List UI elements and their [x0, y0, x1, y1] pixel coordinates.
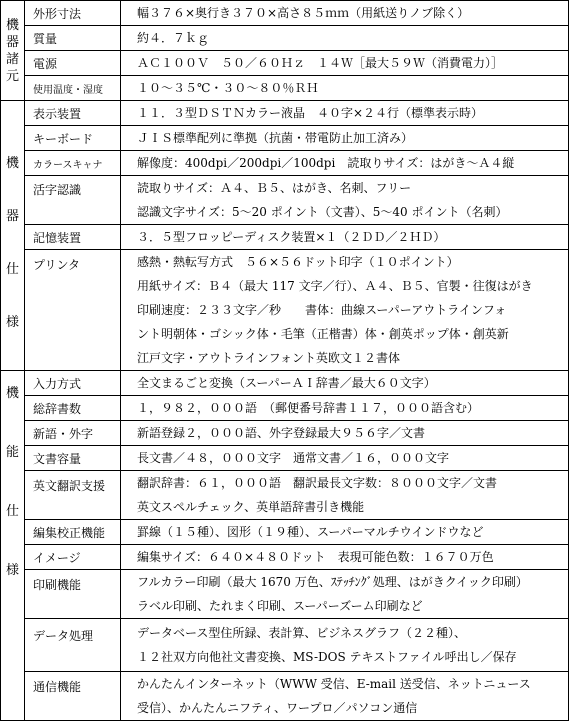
row-value: ３．５型フロッピーディスク装置×１（２ＤＤ／２ＨＤ）	[121, 225, 569, 250]
row-label: 表示装置	[25, 101, 121, 126]
row-label: 編集校正機能	[25, 520, 121, 545]
row-value: 長文書／４８，０００文字 通常文書／１６，０００文字	[121, 446, 569, 471]
row-label: 印刷機能	[25, 570, 121, 619]
group-char: 仕	[5, 261, 19, 277]
group-char: 機	[5, 155, 19, 171]
row-label: 入力方式	[25, 371, 121, 396]
group-char: 機	[5, 385, 19, 401]
row-value: データベース型住所録、表計算、ビジネスグラフ（２２種）、 １２社双方向他社文書変換、MS-DOS テキストファイル呼出し／保存	[121, 619, 569, 672]
group-header-hardware-specs	[1, 101, 25, 371]
row-label: 使用温度・湿度	[25, 76, 121, 101]
row-label: 活字認識	[25, 176, 121, 225]
row-value: 罫線（１５種）、図形（１９種）、スーパーマルチウインドウなど	[121, 520, 569, 545]
row-value: 翻訳辞書：６１，０００語 翻訳最長文字数：８０００文字／文書 英文スペルチェック、英単語辞書引き機能	[121, 471, 569, 520]
row-value: フルカラー印刷（最大 1670 万色、ｽﾃｯﾁﾝｸﾞ処理、はがきクイック印刷） ラベル印刷、たれまく印刷、スーパーズーム印刷など	[121, 570, 569, 619]
group-char: 諸	[5, 51, 19, 67]
row-value: １，９８２，０００語 （郵便番号辞書１１７，０００語含む）	[121, 396, 569, 421]
group-char: 仕	[5, 503, 19, 519]
row-label: 新語・外字	[25, 421, 121, 446]
group-char: 様	[5, 314, 19, 330]
row-label: プリンタ	[25, 250, 121, 371]
row-value: 読取りサイズ：Ａ４、Ｂ５、はがき、名刺、フリー 認識文字サイズ：5～20 ポイント（文書）、5～40 ポイント（名刺）	[121, 176, 569, 225]
row-label: 記憶装置	[25, 225, 121, 250]
group-char: 様	[5, 562, 19, 578]
row-label: 文書容量	[25, 446, 121, 471]
row-value: かんたんインターネット（WWW 受信、E-mail 送受信、ネットニュース 受信）、かんたんニフティ、ワープロ／パソコン通信	[121, 672, 569, 721]
group-header-equipment-specs	[1, 1, 25, 101]
group-char: 器	[5, 34, 19, 50]
row-label: データ処理	[25, 619, 121, 672]
group-char: 機	[5, 17, 19, 33]
row-value: １０～３５℃・３０～８０％ＲＨ	[121, 76, 569, 101]
row-label: イメージ	[25, 545, 121, 570]
row-value: 感熱・熱転写方式 ５６×５６ドット印字（１０ポイント） 用紙サイズ：Ｂ４（最大 117 文字／行）、Ａ４、Ｂ５、官製・往復はがき 印刷速度：２３３文字／秒 書体：曲線スーパーアウトラインフォ ント明朝体・ゴシック体・毛筆（正楷書）体・創英ポップ体・創英新 江戸文字・アウトラインフォント英欧文１２書体	[121, 250, 569, 371]
row-label: 電源	[25, 51, 121, 76]
row-label: キーボード	[25, 126, 121, 151]
group-char: 器	[5, 208, 19, 224]
row-label: 質量	[25, 26, 121, 51]
row-value: 解像度：400dpi／200dpi／100dpi 読取りサイズ：はがき～Ａ４縦	[121, 151, 569, 176]
row-value: 新語登録２，０００語、外字登録最大９５６字／文書	[121, 421, 569, 446]
row-value: 約４．７ｋｇ	[121, 26, 569, 51]
row-label: 外形寸法	[25, 1, 121, 26]
row-value: 編集サイズ：６４０×４８０ドット 表現可能色数：１６７０万色	[121, 545, 569, 570]
row-value: 全文まるごと変換（スーパーＡＩ辞書／最大６０文字）	[121, 371, 569, 396]
row-label: 通信機能	[25, 672, 121, 721]
group-header-function-specs	[1, 371, 25, 721]
row-label: カラースキャナ	[25, 151, 121, 176]
group-char: 能	[5, 444, 19, 460]
row-value: ＡＣ１００Ｖ ５０／６０Ｈｚ １４Ｗ［最大５９Ｗ（消費電力）］	[121, 51, 569, 76]
row-value: ＪＩＳ標準配列に準拠（抗菌・帯電防止加工済み）	[121, 126, 569, 151]
row-label: 英文翻訳支援	[25, 471, 121, 520]
row-value: 幅３７６×奥行き３７０×高さ８５ｍｍ（用紙送りノブ除く）	[121, 1, 569, 26]
group-char: 元	[5, 68, 19, 84]
row-label: 総辞書数	[25, 396, 121, 421]
row-value: １１．３型ＤＳＴＮカラー液晶 ４０字×２４行（標準表示時）	[121, 101, 569, 126]
